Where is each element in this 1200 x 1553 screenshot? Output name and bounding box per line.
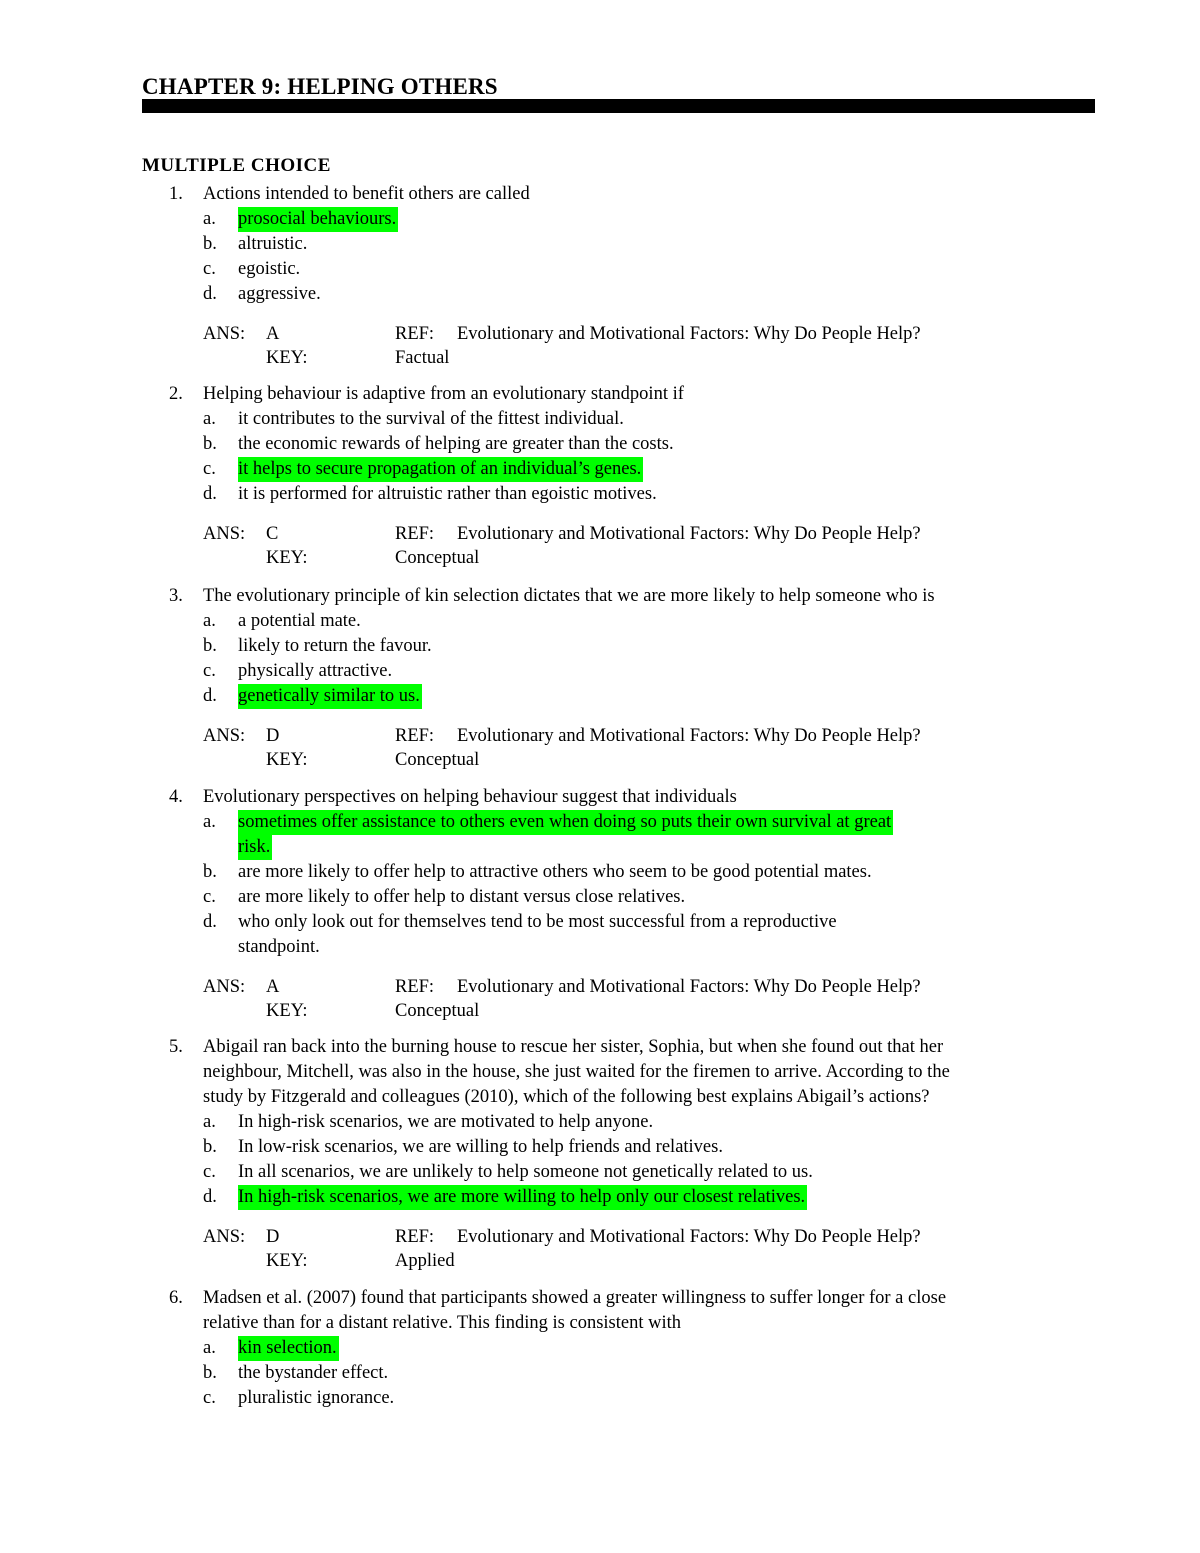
ref-value: Evolutionary and Motivational Factors: Why Do People Help? [457,524,921,544]
option-letter: d. [203,1187,217,1207]
option-letter: d. [203,912,217,932]
question-text: Actions intended to benefit others are called [203,184,530,204]
answer-option [142,910,1102,935]
answer-key-row [142,975,1102,999]
question-stem-line [142,1085,1102,1110]
key-value: Factual [395,348,450,368]
question-item [142,182,1102,370]
option-letter: d. [203,284,217,304]
key-label: KEY: [266,1251,308,1271]
option-letter: a. [203,409,216,429]
option-text: pluralistic ignorance. [238,1388,395,1408]
question-number: 6. [169,1288,183,1308]
option-text: it contributes to the survival of the fittest individual. [238,409,624,429]
question-stem-line [142,584,1102,609]
option-letter: b. [203,234,217,254]
chapter-title: CHAPTER 9: HELPING OTHERS [142,74,498,99]
question-number: 1. [169,184,183,204]
answer-option [142,935,1102,960]
ans-label: ANS: [203,726,246,746]
answer-key-row [142,724,1102,748]
ref-label: REF: [395,324,435,344]
option-text: In high-risk scenarios, we are motivated to help anyone. [238,1112,654,1132]
answer-option [142,432,1102,457]
answer-option [142,1185,1102,1210]
key-label: KEY: [266,1001,308,1021]
answer-option [142,634,1102,659]
key-label: KEY: [266,548,308,568]
option-letter: a. [203,611,216,631]
answer-option [142,860,1102,885]
option-letter: b. [203,862,217,882]
correct-answer-text: it helps to secure propagation of an individual’s genes. [238,457,643,482]
option-letter: b. [203,1137,217,1157]
ref-value: Evolutionary and Motivational Factors: Why Do People Help? [457,726,921,746]
key-value: Conceptual [395,750,480,770]
ref-label: REF: [395,524,435,544]
ref-value: Evolutionary and Motivational Factors: Why Do People Help? [457,977,921,997]
option-letter: c. [203,1388,216,1408]
answer-option [142,232,1102,257]
key-row [142,1249,1102,1273]
answer-option [142,1361,1102,1386]
correct-answer-text: prosocial behaviours. [238,207,398,232]
key-label: KEY: [266,750,308,770]
correct-answer-text: In high-risk scenarios, we are more willing to help only our closest relatives. [238,1185,807,1210]
option-letter: d. [203,686,217,706]
option-letter: a. [203,209,216,229]
answer-option [142,810,1102,835]
option-text: a potential mate. [238,611,361,631]
option-text: altruistic. [238,234,308,254]
answer-option [142,885,1102,910]
option-letter: a. [203,1112,216,1132]
key-label: KEY: [266,348,308,368]
answer-option [142,1160,1102,1185]
ref-label: REF: [395,1227,435,1247]
key-value: Conceptual [395,548,480,568]
ref-label: REF: [395,977,435,997]
answer-key-row [142,1225,1102,1249]
question-text: Helping behaviour is adaptive from an evolutionary standpoint if [203,384,684,404]
option-text: egoistic. [238,259,301,279]
option-letter: c. [203,259,216,279]
key-value: Conceptual [395,1001,480,1021]
key-row [142,748,1102,772]
ans-value: A [266,977,280,997]
question-text: relative than for a distant relative. This finding is consistent with [203,1313,681,1333]
question-number: 4. [169,787,183,807]
option-text: physically attractive. [238,661,393,681]
question-stem-line [142,382,1102,407]
ans-value: A [266,324,280,344]
question-text: study by Fitzgerald and colleagues (2010), which of the following best explains Abigail’s actions? [203,1087,930,1107]
option-text: likely to return the favour. [238,636,432,656]
option-text: the economic rewards of helping are greater than the costs. [238,434,674,454]
answer-option [142,482,1102,507]
answer-option [142,1135,1102,1160]
correct-answer-text: kin selection. [238,1336,339,1361]
ans-value: D [266,726,280,746]
option-letter: a. [203,812,216,832]
question-stem-line [142,182,1102,207]
question-stem-line [142,1035,1102,1060]
question-number: 3. [169,586,183,606]
title-rule [142,99,1095,113]
question-stem-line [142,1311,1102,1336]
correct-answer-text: genetically similar to us. [238,684,422,709]
key-row [142,346,1102,370]
key-row [142,546,1102,570]
option-letter: a. [203,1338,216,1358]
answer-option [142,207,1102,232]
answer-option [142,684,1102,709]
question-text: neighbour, Mitchell, was also in the house, she just waited for the firemen to arrive. According to the [203,1062,950,1082]
question-stem-line [142,1060,1102,1085]
ans-label: ANS: [203,524,246,544]
question-text: Abigail ran back into the burning house to rescue her sister, Sophia, but when she found out that her [203,1037,944,1057]
option-letter: c. [203,887,216,907]
answer-option [142,407,1102,432]
question-text: The evolutionary principle of kin selection dictates that we are more likely to help someone who is [203,586,935,606]
ref-value: Evolutionary and Motivational Factors: Why Do People Help? [457,324,921,344]
answer-option [142,257,1102,282]
option-text: In low-risk scenarios, we are willing to help friends and relatives. [238,1137,723,1157]
answer-key-row [142,522,1102,546]
option-text: it is performed for altruistic rather than egoistic motives. [238,484,657,504]
option-text: In all scenarios, we are unlikely to help someone not genetically related to us. [238,1162,813,1182]
option-text: the bystander effect. [238,1363,389,1383]
ans-value: C [266,524,279,544]
question-text: Evolutionary perspectives on helping behaviour suggest that individuals [203,787,737,807]
answer-option [142,1386,1102,1411]
answer-option [142,457,1102,482]
option-text: are more likely to offer help to attractive others who seem to be good potential mates. [238,862,872,882]
correct-answer-text: risk. [238,835,272,860]
option-letter: b. [203,1363,217,1383]
section-heading: MULTIPLE CHOICE [142,155,331,176]
question-item [142,1035,1102,1273]
question-text: Madsen et al. (2007) found that participants showed a greater willingness to suffer longer for a close [203,1288,947,1308]
option-letter: d. [203,484,217,504]
ans-label: ANS: [203,1227,246,1247]
ref-label: REF: [395,726,435,746]
option-letter: b. [203,434,217,454]
option-text: who only look out for themselves tend to be most successful from a reproductive [238,912,837,932]
correct-answer-text: sometimes offer assistance to others even when doing so puts their own survival at great [238,810,893,835]
answer-option [142,609,1102,634]
key-value: Applied [395,1251,455,1271]
question-number: 2. [169,384,183,404]
option-letter: b. [203,636,217,656]
option-letter: c. [203,661,216,681]
answer-option [142,1336,1102,1361]
question-number: 5. [169,1037,183,1057]
answer-option [142,659,1102,684]
ans-label: ANS: [203,977,246,997]
option-text: aggressive. [238,284,321,304]
option-letter: c. [203,459,216,479]
answer-option [142,1110,1102,1135]
question-item [142,785,1102,1023]
question-stem-line [142,1286,1102,1311]
answer-option [142,282,1102,307]
answer-option [142,835,1102,860]
question-item [142,584,1102,772]
ans-value: D [266,1227,280,1247]
key-row [142,999,1102,1023]
ref-value: Evolutionary and Motivational Factors: Why Do People Help? [457,1227,921,1247]
option-text: are more likely to offer help to distant versus close relatives. [238,887,686,907]
ans-label: ANS: [203,324,246,344]
answer-key-row [142,322,1102,346]
question-stem-line [142,785,1102,810]
option-letter: c. [203,1162,216,1182]
question-item [142,382,1102,570]
option-text: standpoint. [238,937,320,957]
question-item [142,1286,1102,1411]
